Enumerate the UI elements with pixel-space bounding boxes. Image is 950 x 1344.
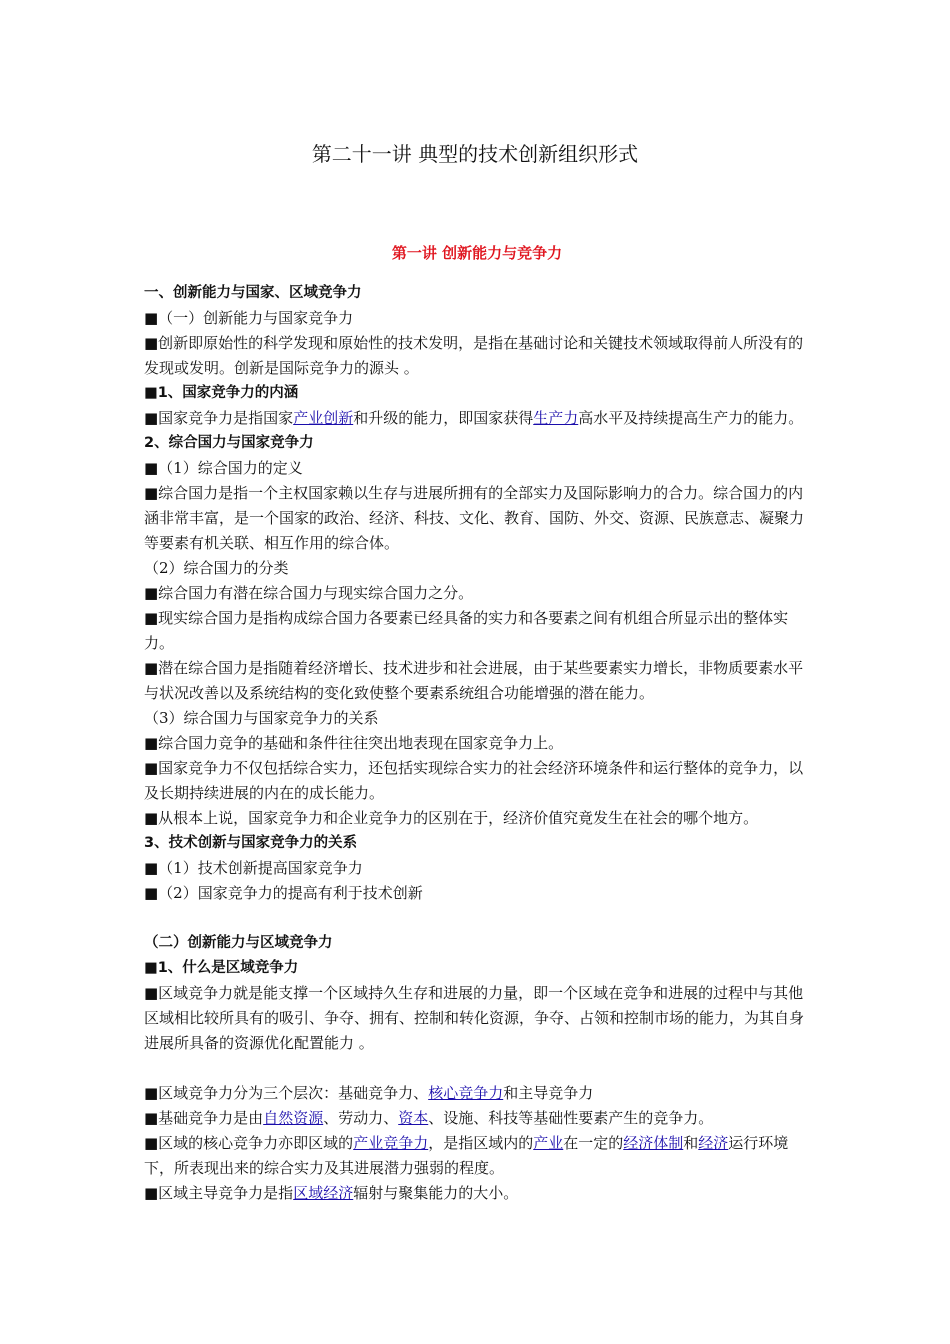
paragraph: ■创新即原始性的科学发现和原始性的技术发明，是指在基础讨论和关键技术领域取得前人所没有的发现或发明。创新是国际竞争力的源头 。: [144, 334, 804, 377]
text-span: 辐射与聚集能力的大小。: [353, 1184, 519, 1202]
paragraph: [144, 1181, 810, 1206]
link-productivity[interactable]: 生产力: [533, 409, 579, 427]
lecture-subtitle: 第一讲 创新能力与竞争力: [391, 244, 563, 262]
paragraph: ■综合国力竞争的基础和条件往往突出地表现在国家竞争力上。: [144, 734, 564, 752]
paragraph: ■综合国力是指一个主权国家赖以生存与进展所拥有的全部实力及国际影响力的合力。综合国力的内涵非常丰富，是一个国家的政治、经济、科技、文化、教育、国防、外交、资源、民族意志、凝聚力等要素有机关联、相互作用的综合体。: [144, 484, 805, 552]
link-natural-resources[interactable]: 自然资源: [263, 1109, 324, 1127]
link-core-competitiveness[interactable]: 核心竞争力: [428, 1084, 504, 1102]
text-span: 、劳动力、: [323, 1109, 399, 1127]
paragraph: ■（1）综合国力的定义: [144, 459, 303, 477]
section-heading: （二）创新能力与区域竞争力: [144, 935, 333, 951]
spacer: [144, 1056, 810, 1081]
text-span: 和升级的能力，即国家获得: [353, 409, 534, 427]
paragraph: ■综合国力有潜在综合国力与现实综合国力之分。: [144, 584, 474, 602]
paragraph: ■区域竞争力就是能支撑一个区域持久生存和进展的力量，即一个区域在竞争和进展的过程中与其他区域相比较所具有的吸引、争夺、拥有、控制和转化资源，争夺、占领和控制市场的能力，为其自身进展所具备的资源优化配置能力 。: [144, 984, 805, 1052]
subsection-heading: ■1、什么是区域竞争力: [144, 960, 299, 976]
paragraph: ■（1）技术创新提高国家竞争力: [144, 859, 363, 877]
link-regional-economy[interactable]: 区域经济: [293, 1184, 354, 1202]
subsection-heading: ■1、国家竞争力的内涵: [144, 385, 299, 401]
link-economic-system[interactable]: 经济体制: [623, 1134, 684, 1152]
paragraph: （2）综合国力的分类: [144, 559, 289, 577]
subsection-heading: 2、综合国力与国家竞争力: [144, 435, 314, 451]
text-span: ，是指区域内的: [428, 1134, 534, 1152]
text-span: 和主导竞争力: [503, 1084, 594, 1102]
paragraph: ■现实综合国力是指构成综合国力各要素已经具备的实力和各要素之间有机组合所显示出的整体实力。: [144, 609, 789, 652]
text-span: 高水平及持续提高生产力的能力。: [578, 409, 804, 427]
text-span: ■区域主导竞争力是指: [144, 1184, 294, 1202]
paragraph: [144, 406, 810, 431]
link-capital[interactable]: 资本: [398, 1109, 429, 1127]
paragraph: ■国家竞争力不仅包括综合实力，还包括实现综合实力的社会经济环境条件和运行整体的竞争力，以及长期持续进展的内在的成长能力。: [144, 759, 804, 802]
text-span: 、设施、科技等基础性要素产生的竞争力。: [428, 1109, 714, 1127]
text-span: ■基础竞争力是由: [144, 1109, 264, 1127]
link-economy[interactable]: 经济: [698, 1134, 729, 1152]
paragraph: ■（2）国家竞争力的提高有利于技术创新: [144, 884, 423, 902]
link-industry[interactable]: 产业: [533, 1134, 564, 1152]
document-title: 第二十一讲 典型的技术创新组织形式: [311, 142, 639, 166]
text-span: 运行环境下，所表现出来的综合实力及其进展潜力强弱的程度。: [144, 1134, 789, 1177]
document-body: [144, 226, 810, 1206]
text-span: 和: [683, 1134, 699, 1152]
paragraph: ■从根本上说，国家竞争力和企业竞争力的区别在于，经济价值究竟发生在社会的哪个地方。: [144, 809, 759, 827]
text-span: ■区域竞争力分为三个层次：基础竞争力、: [144, 1084, 429, 1102]
subsection-heading: 3、技术创新与国家竞争力的关系: [144, 835, 358, 851]
paragraph: [144, 1131, 810, 1181]
text-span: ■区域的核心竞争力亦即区域的: [144, 1134, 354, 1152]
text-span: 在一定的: [563, 1134, 624, 1152]
text-span: ■国家竞争力是指国家: [144, 409, 294, 427]
paragraph: ■（一）创新能力与国家竞争力: [144, 309, 354, 327]
paragraph: [144, 1081, 810, 1106]
link-industry-competitiveness[interactable]: 产业竞争力: [353, 1134, 429, 1152]
paragraph: ■潜在综合国力是指随着经济增长、技术进步和社会进展，由于某些要素实力增长，非物质要素水平与状况改善以及系统结构的变化致使整个要素系统组合功能增强的潜在能力。: [144, 659, 804, 702]
paragraph: （3）综合国力与国家竞争力的关系: [144, 709, 379, 727]
paragraph: [144, 1106, 810, 1131]
link-industry-innovation[interactable]: 产业创新: [293, 409, 354, 427]
spacer: [144, 906, 810, 931]
section-heading: 一、创新能力与国家、区域竞争力: [144, 285, 362, 301]
